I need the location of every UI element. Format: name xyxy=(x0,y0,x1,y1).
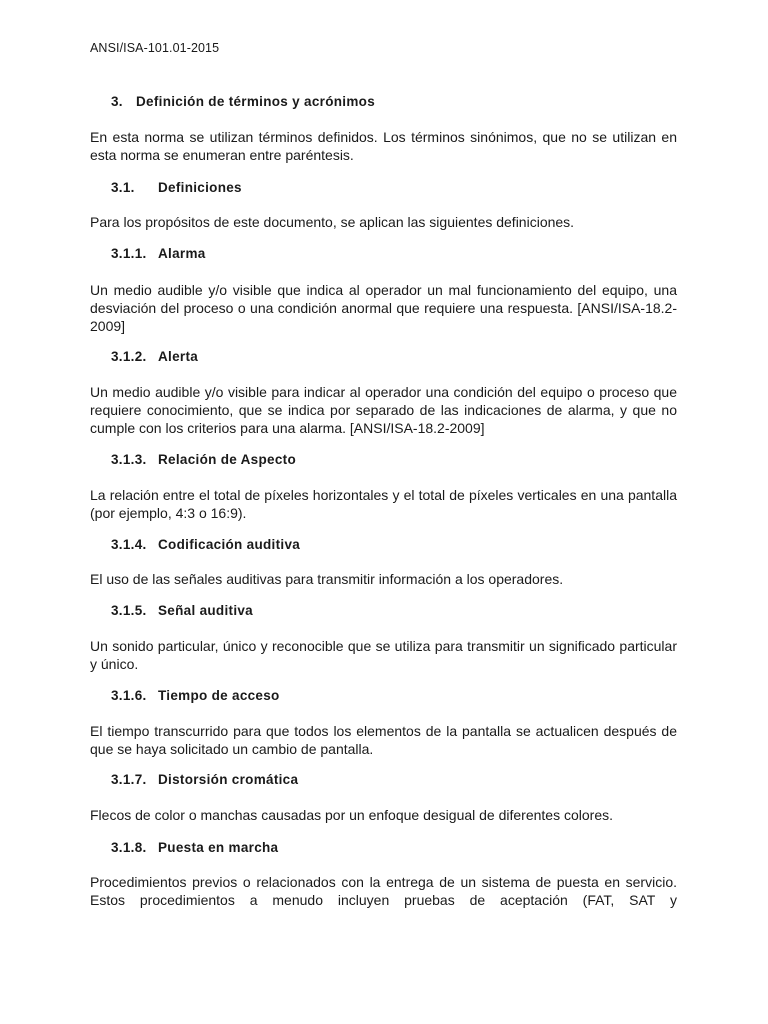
definition-heading xyxy=(111,246,206,261)
definition-heading xyxy=(111,603,253,618)
subsection-title: Definiciones xyxy=(158,180,242,195)
definition-number: 3.1.4. xyxy=(111,537,147,552)
definition-term: Alarma xyxy=(158,246,206,261)
section-number: 3. xyxy=(111,94,123,109)
subsection-heading xyxy=(111,180,242,195)
definition-text: El uso de las señales auditivas para transmitir información a los operadores. xyxy=(90,571,564,587)
definition-number: 3.1.7. xyxy=(111,772,147,787)
definition-term: Señal auditiva xyxy=(158,603,253,618)
definition-heading xyxy=(111,772,298,787)
subsection-intro: Para los propósitos de este documento, se aplican las siguientes definiciones. xyxy=(90,214,575,230)
definition-number: 3.1.3. xyxy=(111,452,147,467)
section-heading xyxy=(111,94,375,109)
definition-text: Procedimientos previos o relacionados con la entrega de un sistema de puesta en servicio. Estos procedimientos a menudo incluyen pruebas de aceptación (FAT, SAT y xyxy=(90,874,677,908)
definition-heading xyxy=(111,452,296,467)
definition-text: Flecos de color o manchas causadas por un enfoque desigual de diferentes colores. xyxy=(90,807,613,823)
definition-text: Un medio audible y/o visible que indica al operador un mal funcionamiento del equipo, una desviación del proceso o una condición anormal que requiere una respuesta. [ANSI/ISA-18.2-2009] xyxy=(90,282,677,334)
definition-term: Puesta en marcha xyxy=(158,840,279,855)
definition-heading xyxy=(111,688,280,703)
definition-term: Alerta xyxy=(158,349,199,364)
definition-term: Codificación auditiva xyxy=(158,537,301,552)
definition-term: Tiempo de acceso xyxy=(158,688,280,703)
definition-number: 3.1.2. xyxy=(111,349,147,364)
definition-text: Un medio audible y/o visible para indicar al operador una condición del equipo o proceso que requiere conocimiento, que se indica por separado de las indicaciones de alarma, y que no cumple con los criterios para una alarma. [ANSI/ISA-18.2-2009] xyxy=(90,384,677,436)
definition-heading xyxy=(111,349,198,364)
definition-number: 3.1.5. xyxy=(111,603,147,618)
document-header: ANSI/ISA-101.01-2015 xyxy=(90,41,220,55)
section-title: Definición de términos y acrónimos xyxy=(136,94,376,109)
section-intro: En esta norma se utilizan términos definidos. Los términos sinónimos, que no se utilizan en esta norma se enumeran entre paréntesis. xyxy=(90,129,677,163)
definition-term: Distorsión cromática xyxy=(158,772,299,787)
definition-number: 3.1.1. xyxy=(111,246,147,261)
definition-heading xyxy=(111,840,278,855)
definition-text: Un sonido particular, único y reconocible que se utiliza para transmitir un significado particular y único. xyxy=(90,638,677,672)
definition-term: Relación de Aspecto xyxy=(158,452,296,467)
subsection-number: 3.1. xyxy=(111,180,135,195)
definition-heading xyxy=(111,537,300,552)
definition-text: El tiempo transcurrido para que todos los elementos de la pantalla se actualicen después de que se haya solicitado un cambio de pantalla. xyxy=(90,723,677,757)
definition-number: 3.1.6. xyxy=(111,688,147,703)
definition-number: 3.1.8. xyxy=(111,840,147,855)
definition-text: La relación entre el total de píxeles horizontales y el total de píxeles verticales en una pantalla (por ejemplo, 4:3 o 16:9). xyxy=(90,487,677,521)
